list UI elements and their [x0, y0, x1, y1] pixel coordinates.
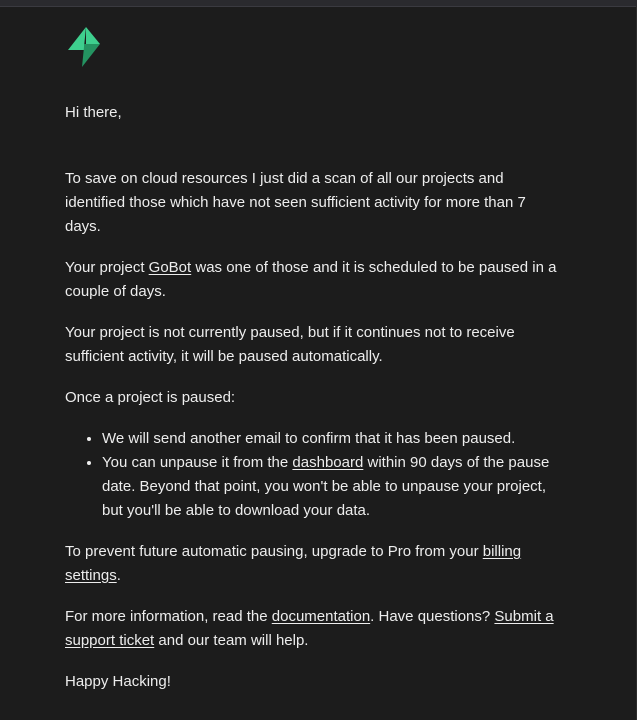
email-body [65, 26, 565, 694]
window-top-bar [0, 0, 637, 7]
help-paragraph: For more information, read the documentation. Have questions? Submit a support ticket and our team will help. [65, 608, 554, 649]
dashboard-link[interactable]: dashboard [292, 454, 364, 471]
list-item: • We will send another email to confirm that it has been paused. [102, 427, 565, 451]
billing-settings-link[interactable]: billing settings [65, 543, 522, 584]
paused-heading: Once a project is paused: [65, 389, 236, 406]
greeting-text: Hi there, [65, 104, 122, 121]
signoff-text: Happy Hacking! [65, 673, 171, 690]
list-item: • You can unpause it from the dashboard within 90 days of the pause date. Beyond that point, you won't be able to unpause your project, but you'll be able to download your data. [102, 451, 565, 523]
status-paragraph: Your project is not currently paused, but if it continues not to receive sufficient activity, it will be paused automatically. [65, 324, 515, 365]
documentation-link[interactable]: documentation [271, 608, 371, 625]
project-link-gobot[interactable]: GoBot [148, 259, 192, 276]
paused-info-list [65, 427, 565, 523]
project-paragraph: Your project GoBot was one of those and it is scheduled to be paused in a couple of days. [65, 259, 557, 300]
intro-paragraph: To save on cloud resources I just did a scan of all our projects and identified those which have not seen sufficient activity for more than 7 days. [65, 170, 526, 235]
supabase-logo-icon [65, 26, 103, 68]
support-ticket-link[interactable]: Submit a support ticket [65, 608, 554, 649]
upgrade-paragraph: To prevent future automatic pausing, upgrade to Pro from your billing settings. [65, 543, 522, 584]
